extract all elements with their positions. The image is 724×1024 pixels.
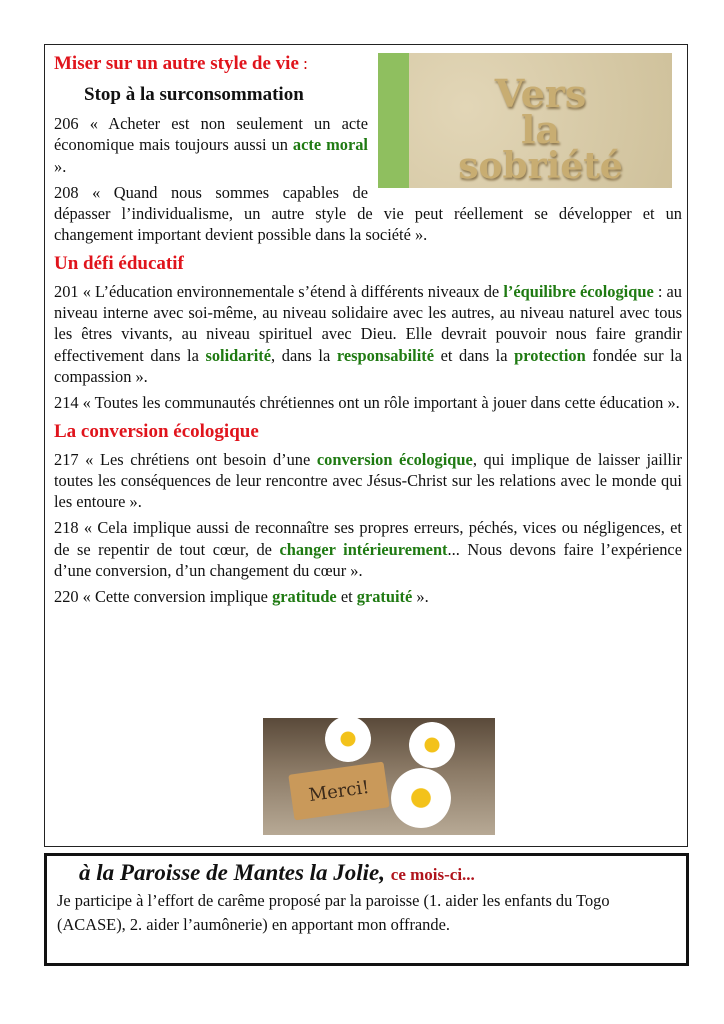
highlight: responsabilité <box>336 345 434 365</box>
parish-title-suffix: ce mois-ci... <box>390 865 475 884</box>
paragraph-217 <box>54 449 682 513</box>
text: et <box>336 587 357 607</box>
paragraph-220 <box>54 586 682 607</box>
merci-daisies-image <box>263 718 495 835</box>
text: fondée sur la compassion ». <box>54 345 683 386</box>
content <box>54 49 682 613</box>
daisy-flower <box>325 718 371 762</box>
heading-educational-challenge: Un défi éducatif <box>54 252 184 274</box>
text: 201 « L’éducation environnementale s’étend à différents niveaux de <box>54 281 504 301</box>
image-word: la <box>520 107 561 152</box>
merci-tag: Merci! <box>288 762 389 821</box>
highlight: protection <box>514 345 586 365</box>
parish-box <box>44 853 689 966</box>
paragraph-214: 214 « Toutes les communautés chrétiennes ont un rôle important à jouer dans cette éducation ». <box>54 393 680 413</box>
sobriety-image <box>378 53 672 188</box>
paragraph-218 <box>54 517 682 581</box>
paragraph-201 <box>54 281 682 387</box>
parish-text: Je participe à l’effort de carême proposé par la paroisse (1. aider les enfants du Togo (ACASE), 2. aider l’aumônerie) en apportant mon offrande. <box>57 891 610 934</box>
text: ... Nous devons faire l’expérience d’une conversion, d’un changement du cœur ». <box>54 539 682 581</box>
text: , dans la <box>271 345 337 365</box>
image-green-bar <box>378 53 409 188</box>
heading-colon: : <box>298 54 308 73</box>
highlight: conversion écologique <box>316 449 473 469</box>
image-word: Vers <box>494 71 587 116</box>
heading-text: Miser sur un autre style de vie <box>54 53 299 74</box>
highlight: gratitude <box>272 587 337 607</box>
text: 218 « Cela implique aussi de reconnaître ses propres erreurs, péchés, vices ou négligences, et de se repentir de tout cœur, de <box>54 518 682 559</box>
image-word: sobriété <box>458 145 623 187</box>
highlight: l’équilibre écologique <box>503 281 654 301</box>
parish-title-text: à la Paroisse de Mantes la Jolie, <box>79 860 386 885</box>
daisy-flower <box>391 768 451 828</box>
text: , qui implique de laisser jaillir toutes les conséquences de leur rencontre avec Jésus-Christ sur les relations avec le monde qui les entoure ». <box>54 449 682 512</box>
highlight: changer intérieurement <box>279 539 448 559</box>
text: 206 « Acheter est non seulement un acte économique mais toujours aussi un <box>54 114 368 155</box>
text: ». <box>54 156 67 176</box>
paragraph-208: 208 « Quand nous sommes capables de dépasser l’individualisme, un autre style de vie peut réellement se développer et un changement important devient possible dans la société ». <box>54 182 682 245</box>
parish-title <box>79 858 475 890</box>
text: : au niveau interne avec soi-même, au niveau solidaire avec les autres, au niveau naturel avec tous les êtres vivants, au niveau spirituel avec Dieu. Elle devrait pouvoir nous faire grandir effectivement dans la <box>54 281 682 365</box>
main-content-box <box>44 44 688 847</box>
daisy-flower <box>409 722 455 768</box>
subheading-overconsumption: Stop à la surconsommation <box>84 84 304 105</box>
text: ». <box>412 587 429 607</box>
text: et dans la <box>434 345 515 365</box>
highlight: solidarité <box>205 345 272 365</box>
heading-ecological-conversion: La conversion écologique <box>54 420 259 442</box>
text: 217 « Les chrétiens ont besoin d’une <box>54 449 317 469</box>
highlight: acte moral <box>292 135 368 155</box>
text: 220 « Cette conversion implique <box>54 587 273 607</box>
highlight: gratuité <box>356 587 413 607</box>
